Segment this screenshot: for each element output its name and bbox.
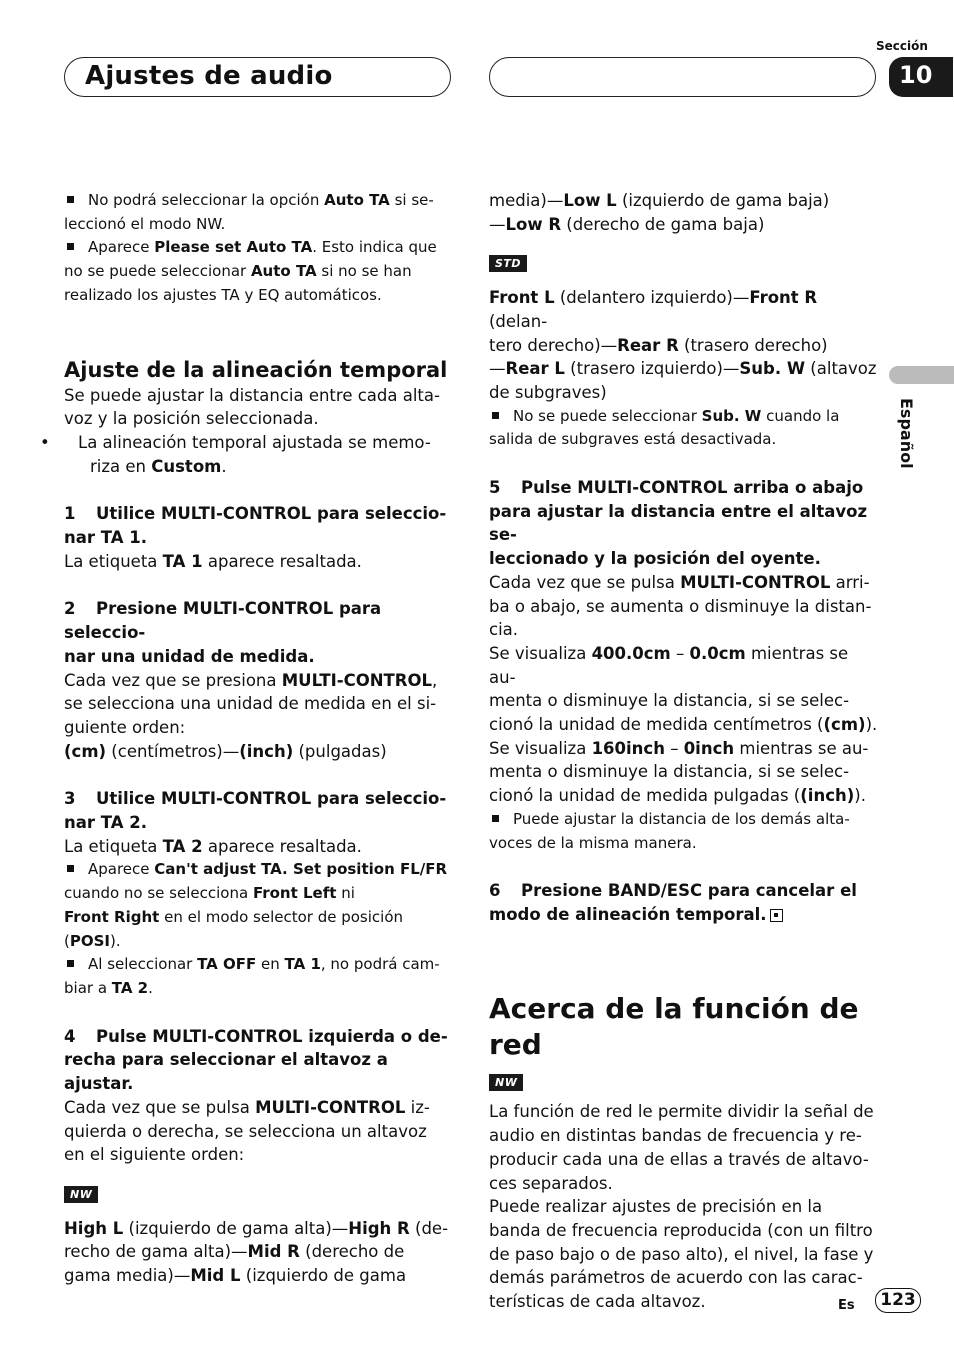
note-ta-off: Al seleccionar TA OFF en TA 1, no podrá cam- biar a TA 2. — [64, 955, 440, 997]
intro-line-1: Se puede ajustar la distancia entre cada alta- — [64, 385, 440, 405]
language-tab — [889, 366, 954, 384]
note-auto-ta-nw: No podrá seleccionar la opción Auto TA si se- leccionó el modo NW. — [64, 191, 434, 233]
step-2-title: 2 Presione MULTI-CONTROL para seleccio- nar una unidad de medida. — [64, 599, 382, 666]
note-other-speakers: Puede ajustar la distancia de los demás alta- voces de la misma manera. — [489, 809, 850, 852]
note-please-set-auto-ta: Aparece Please set Auto TA. Esto indica que no se puede seleccionar Auto TA si no se han realizado los ajustes TA y EQ automáticos. — [64, 238, 437, 304]
nw-badge-network: NW — [489, 1074, 523, 1091]
step-1-text: La etiqueta TA 1 aparece resaltada. — [64, 551, 362, 571]
note-sub-w: No se puede seleccionar Sub. W cuando la salida de subgraves está desactivada. — [489, 406, 840, 449]
square-bullet-icon — [492, 412, 499, 419]
dot-note-custom: • La alineación temporal ajustada se memo- riza en Custom. — [40, 432, 431, 476]
header-left-pill — [64, 57, 451, 97]
square-bullet-icon — [67, 196, 74, 203]
step-5-text: Cada vez que se pulsa MULTI-CONTROL arri- ba o abajo, se aumenta o disminuye la distan- cia. Se visualiza 400.0cm – 0.0cm mientras se au- menta o disminuye la distancia, si se selec- cionó la unidad de medida centímetros ((cm)). Se visualiza 160inch – 0inch mientras se au- menta o disminuye la distancia, si se selec- cionó la unidad de medida pulgadas ((inch)). — [489, 572, 878, 806]
page-number: 123 — [875, 1288, 921, 1313]
end-of-section-icon — [770, 909, 783, 922]
page-title: Ajustes de audio — [85, 61, 333, 91]
square-bullet-icon — [67, 243, 74, 250]
step-3-text: La etiqueta TA 2 aparece resaltada. — [64, 836, 362, 856]
section-number: 10 — [889, 57, 953, 97]
step-6-title: 6 Presione BAND/ESC para cancelar el modo de alineación temporal. — [489, 881, 857, 924]
step-1-title: 1 Utilice MULTI-CONTROL para seleccio- nar TA 1. — [64, 504, 447, 548]
network-description: La función de red le permite dividir la señal de audio en distintas bandas de frecuencia y re- producir cada una de ellas a través de altavo- ces separados. Puede realizar ajustes de precisión en la banda de frecuencia reproducida (con un filtro de paso bajo o de paso alto), el nivel, la fase y demás parámetros de acuerdo con las carac- terísticas de cada altavoz. — [489, 1102, 874, 1312]
nw-badge: NW — [64, 1186, 98, 1203]
step-3-title: 3 Utilice MULTI-CONTROL para seleccio- nar TA 2. — [64, 789, 447, 833]
nw-speaker-order: High L (izquierdo de gama alta)—High R (de- recho de gama alta)—Mid R (derecho de gama media)—Mid L (izquierdo de gama — [64, 1218, 449, 1286]
step-5-title: 5 Pulse MULTI-CONTROL arriba o abajo para ajustar la distancia entre el altavoz se- leccionado y la posición del oyente. — [489, 478, 868, 569]
header-right-pill — [489, 57, 876, 97]
square-bullet-icon — [492, 815, 499, 822]
heading-time-alignment: Ajuste de la alineación temporal — [64, 357, 448, 382]
left-column — [40, 189, 454, 1288]
square-bullet-icon — [67, 960, 74, 967]
note-cant-adjust-ta: Aparece Can't adjust TA. Set position FL/FR cuando no se selecciona Front Left ni Front Right en el modo selector de posición (POSI). — [64, 860, 448, 950]
std-speaker-order: Front L (delantero izquierdo)—Front R (delan- tero derecho)—Rear R (trasero derecho) —Rear L (trasero izquierdo)—Sub. W (altavoz de subgraves) — [489, 288, 877, 402]
footer-language-code: Es — [838, 1298, 855, 1313]
step-2-text: Cada vez que se presiona MULTI-CONTROL, se selecciona una unidad de medida en el si- guiente orden: (cm) (centímetros)—(inch) (pulgadas) — [64, 670, 438, 761]
step-4-title: 4 Pulse MULTI-CONTROL izquierda o de- recha para seleccionar el altavoz a ajustar. — [64, 1026, 448, 1094]
std-badge: STD — [489, 255, 527, 272]
intro-line-2: voz y la posición seleccionada. — [64, 409, 319, 429]
language-label: Español — [897, 398, 916, 469]
right-column — [489, 189, 879, 1314]
section-label: Sección — [876, 39, 928, 53]
step-4-text: Cada vez que se pulsa MULTI-CONTROL iz- quierda o derecha, se selecciona un altavoz en el siguiente orden: — [64, 1097, 430, 1165]
nw-speaker-order-cont: media)—Low L (izquierdo de gama baja) —Low R (derecho de gama baja) — [489, 191, 830, 234]
square-bullet-icon — [67, 865, 74, 872]
heading-network-function: Acerca de la función de red — [489, 991, 859, 1061]
